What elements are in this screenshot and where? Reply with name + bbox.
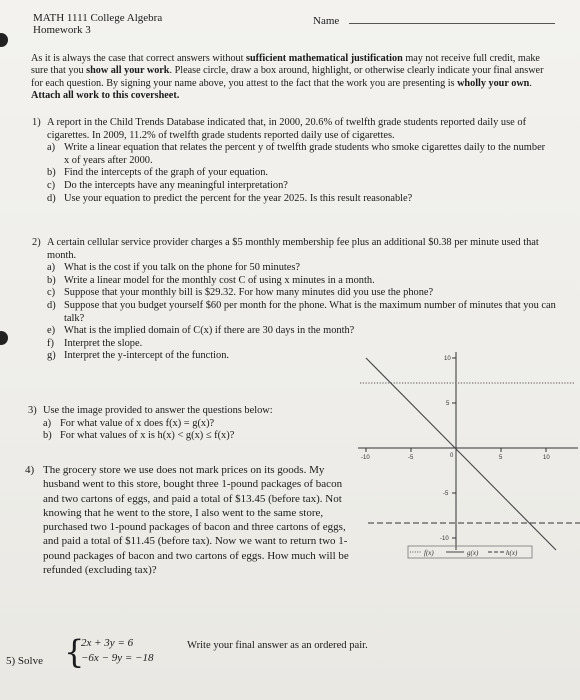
instructions-text: . Please circle, draw a box around, highlight, or otherwise clearly indicate your final answer for each question. By signing your name above, you attest to the fact that the work you are presenting is: [31, 65, 544, 89]
item-text: Use your equation to predict the percent for the year 2025. Is this result reasonable?: [64, 192, 413, 204]
question-number: 4): [25, 464, 35, 476]
legend-h-label: h(x): [506, 549, 518, 557]
item-text: Interpret the slope.: [64, 337, 143, 349]
instructions-emphasis: Attach all work to this coversheet.: [31, 90, 180, 102]
equation-1: 2x + 3y = 6: [81, 637, 134, 649]
item-text: Do the intercepts have any meaningful interpretation?: [64, 179, 288, 191]
legend-f-label: f(x): [424, 549, 434, 557]
system-brace: {: [64, 633, 85, 671]
instructions-emphasis: show all your work: [86, 65, 170, 77]
question-item: [47, 262, 570, 275]
header-course-info: [33, 12, 162, 36]
item-text: What is the cost if you talk on the phone for 50 minutes?: [64, 262, 301, 274]
legend-g-label: g(x): [467, 549, 479, 557]
item-text: Write a linear model for the monthly cost C of using x minutes in a month.: [64, 274, 375, 286]
question-item: [47, 180, 552, 193]
item-label: a): [43, 417, 52, 429]
question-4: [25, 463, 355, 577]
question-item: [47, 275, 570, 288]
question-stem: A report in the Child Trends Database indicated that, in 2000, 20.6% of twelfth grade students reported daily use of cigarettes. In 2009, 11.2% of twelfth grade students reported daily use of cigarettes.: [47, 117, 527, 141]
item-label: b): [47, 274, 56, 286]
item-text: Suppose that you budget yourself $60 per month for the phone. What is the maximum number of minutes that you can talk?: [64, 299, 556, 324]
instructions-emphasis: sufficient mathematical justification: [246, 53, 403, 64]
item-label: c): [47, 287, 56, 299]
x-tick-label: -10: [361, 455, 370, 461]
question-item: [47, 167, 552, 180]
instructions-emphasis: wholly your own: [457, 77, 530, 89]
instructions-paragraph: [31, 53, 551, 103]
question-stem: Use the image provided to answer the questions below:: [43, 405, 273, 416]
item-text: What is the implied domain of C(x) if there are 30 days in the month?: [64, 325, 355, 337]
item-label: f): [47, 337, 54, 349]
item-text: For what value of x does f(x) = g(x)?: [60, 417, 215, 429]
item-text: For what values of x is h(x) < g(x) ≤ f(x)?: [60, 430, 235, 442]
item-label: a): [47, 262, 56, 274]
question-item: [47, 287, 570, 300]
x-tick-label: -5: [408, 455, 414, 461]
punch-hole: [0, 331, 8, 345]
question-number: 3): [28, 405, 37, 416]
item-text: Write a linear equation that relates the percent y of twelfth grade students who smoke cigarettes daily to the number x of years after 2000.: [64, 142, 546, 166]
g-line: [366, 358, 556, 550]
y-tick-label: 5: [446, 401, 450, 407]
y-tick-label: 10: [444, 356, 451, 362]
punch-hole: [0, 33, 8, 47]
item-label: g): [47, 350, 56, 362]
y-tick-label: -5: [443, 491, 449, 497]
item-text: Suppose that your monthly bill is $29.32. For how many minutes did you use the phone?: [64, 287, 434, 299]
instructions-text: may not receive full credit, make sure that you: [31, 53, 540, 77]
item-label: d): [47, 192, 56, 204]
question-item: [47, 193, 552, 206]
x-tick-label: 0: [450, 453, 454, 459]
question-stem: A certain cellular service provider charges a $5 monthly membership fee plus an additional $0.38 per minute used that month.: [47, 237, 539, 261]
question-3: [28, 405, 358, 443]
x-tick-label: 5: [499, 455, 503, 461]
item-label: a): [47, 142, 56, 154]
question-item: [47, 325, 570, 338]
name-label: Name: [313, 15, 340, 27]
assignment-title: Homework 3: [33, 24, 91, 36]
item-label: b): [47, 167, 56, 179]
function-graph: [356, 340, 580, 576]
item-label: e): [47, 325, 56, 337]
name-blank-line: [349, 15, 555, 24]
item-label: d): [47, 299, 56, 311]
item-label: c): [47, 179, 56, 191]
question-5-label: 5) Solve: [6, 655, 43, 667]
question-item: [47, 142, 552, 167]
question-item: [43, 418, 358, 431]
course-title: MATH 1111 College Algebra: [33, 12, 163, 24]
name-field: [313, 15, 555, 27]
item-text: Interpret the y-intercept of the function.: [64, 350, 230, 362]
y-tick-label: -10: [440, 536, 449, 542]
instructions-text: As it is always the case that correct answers without: [31, 53, 247, 64]
x-tick-label: 10: [543, 455, 550, 461]
equation-2: −6x − 9y = −18: [81, 652, 154, 664]
question-1: [32, 117, 552, 205]
question-item: [47, 300, 570, 325]
question-number: 2): [32, 237, 41, 248]
equation-system: [81, 636, 153, 666]
question-5-instruction: Write your final answer as an ordered pair.: [187, 640, 368, 651]
instructions-text: .: [529, 77, 532, 89]
question-item: [43, 430, 358, 443]
question-text: The grocery store we use does not mark prices on its goods. My husband went to this store, bought three 1-pound packages of bacon and two cartons of eggs, and paid a total of $13.45 (before tax). Not knowing that he went to the store, I also went to the same store, purchased two 1-pound packages of bacon and three cartons of eggs, and paid a total of $11.45 (before tax). Now we want to return two 1-pound packages of bacon and two cartons of eggs. How much will be refunded (excluding tax)?: [43, 464, 349, 577]
item-label: b): [43, 430, 52, 442]
item-text: Find the intercepts of the graph of your equation.: [64, 167, 269, 179]
graph-svg: [356, 340, 580, 576]
question-number: 1): [32, 117, 41, 128]
